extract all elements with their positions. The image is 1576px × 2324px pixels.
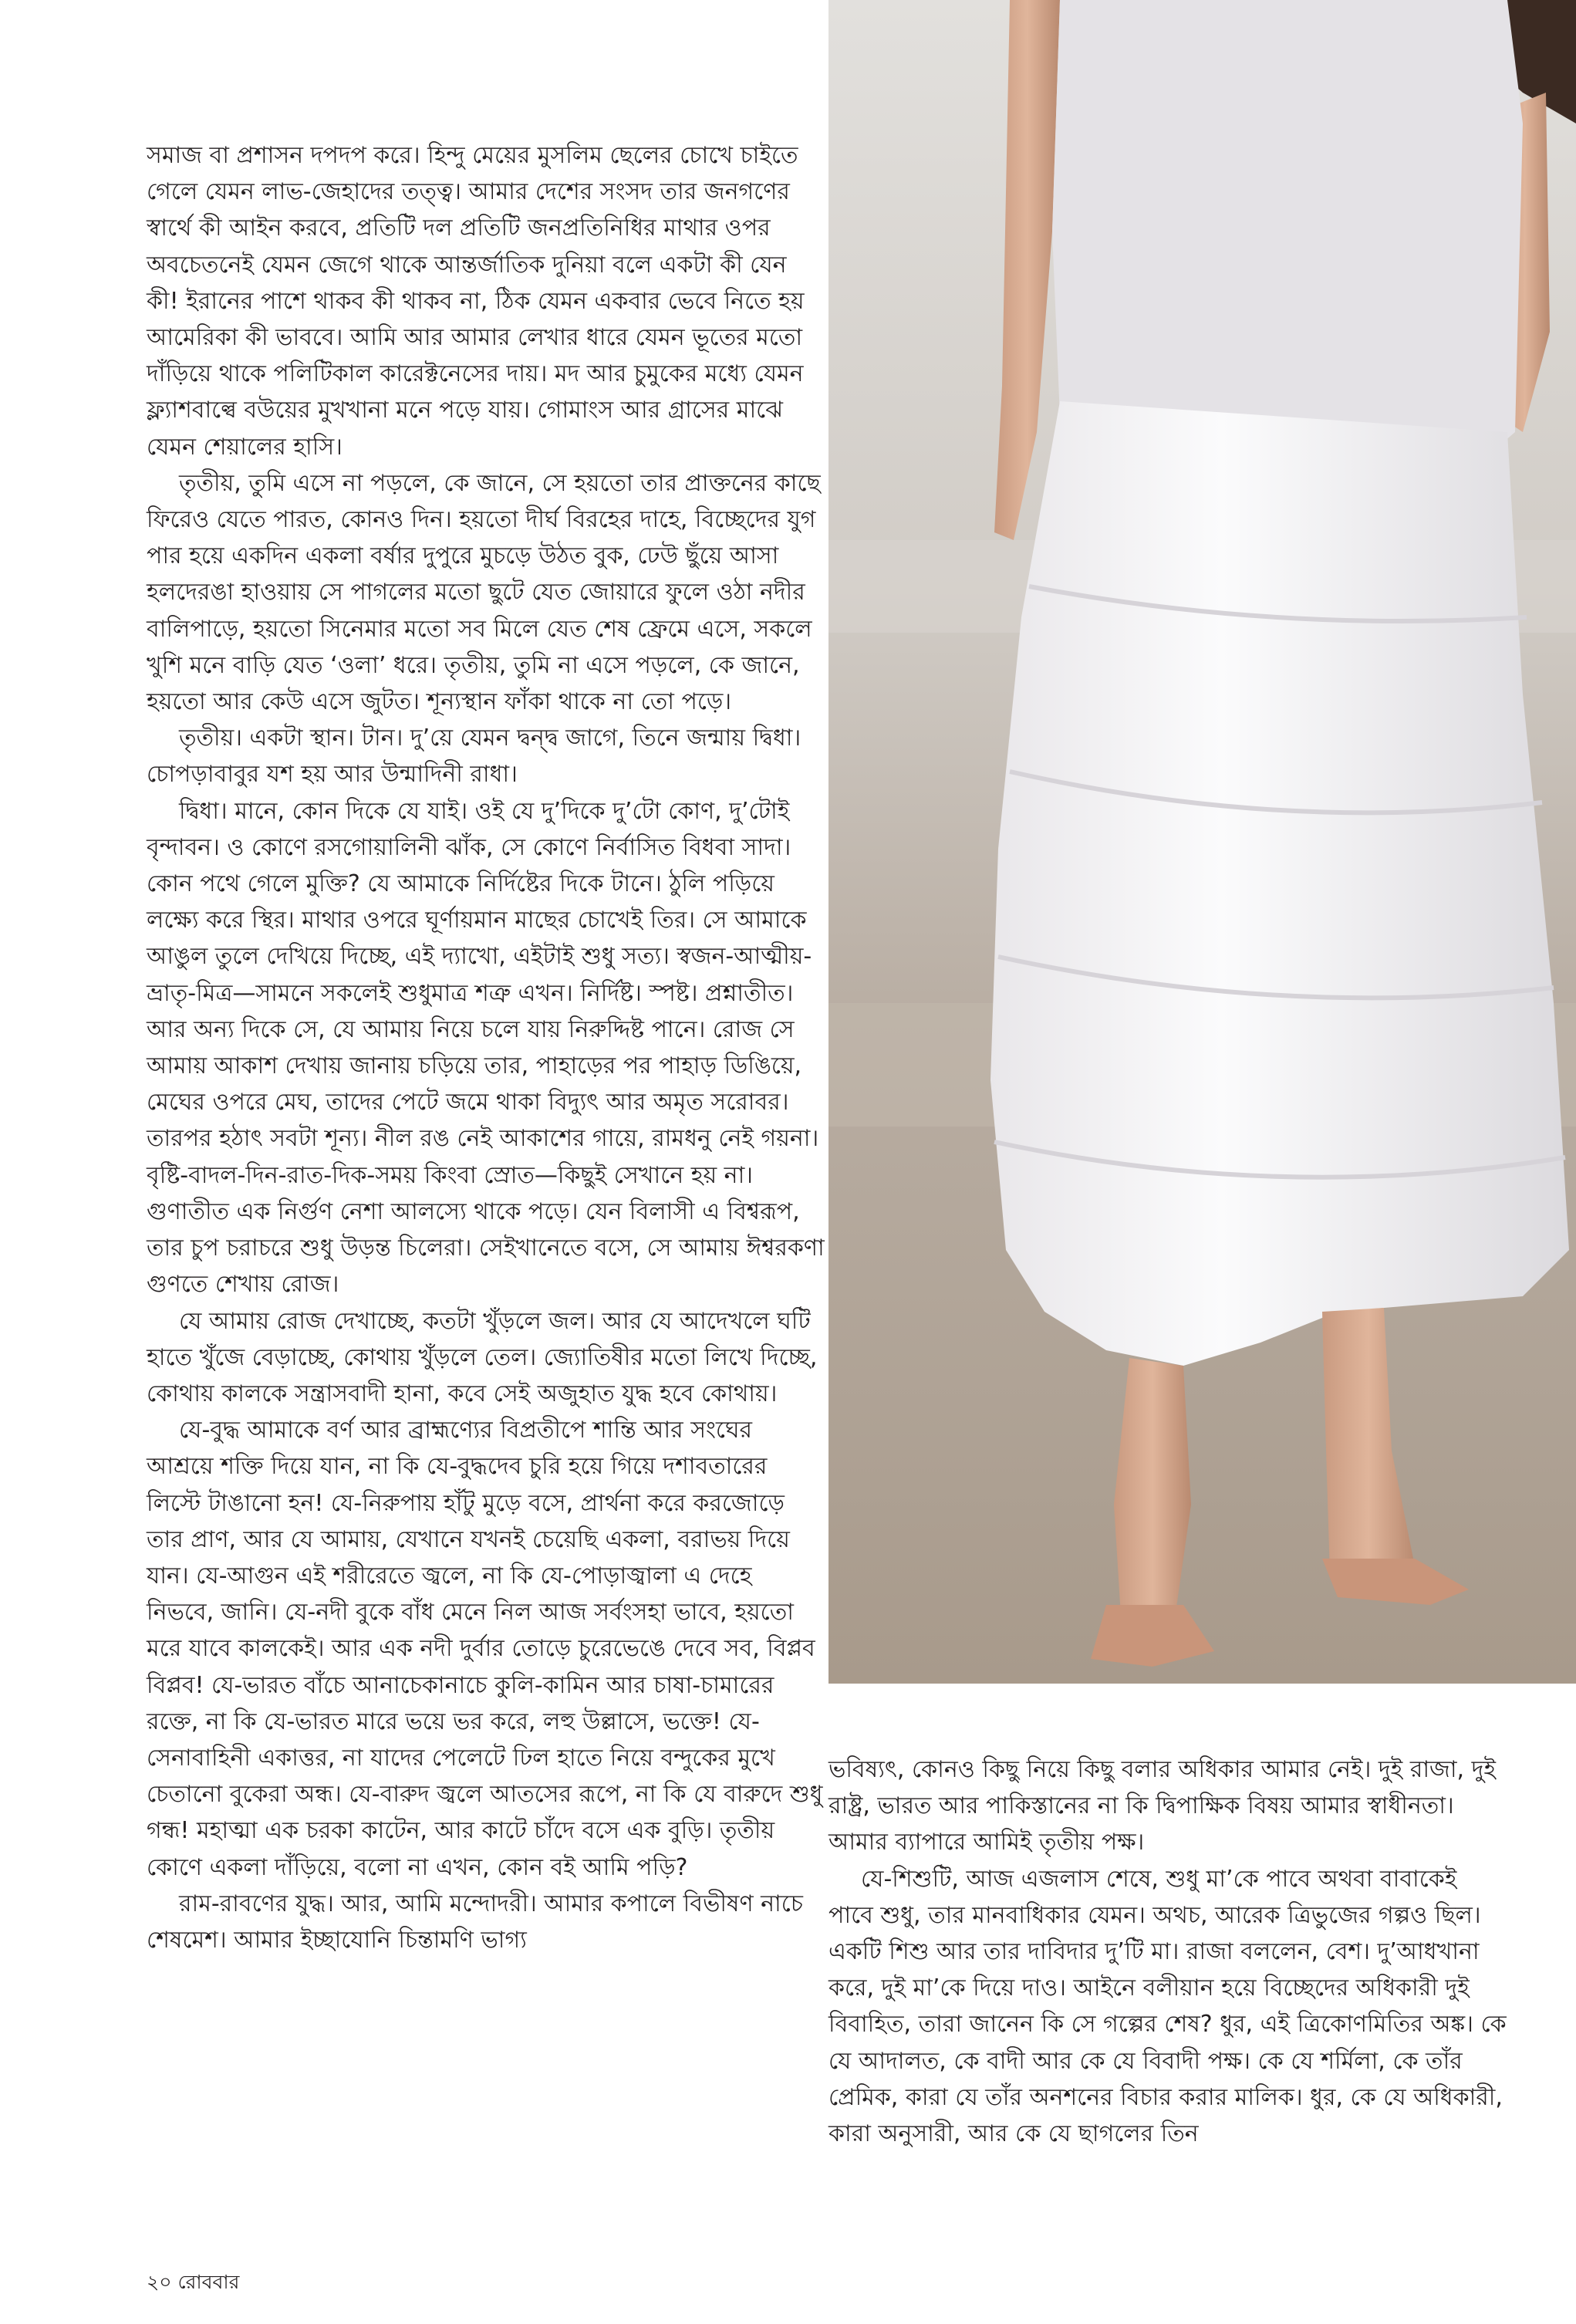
paragraph: ভবিষ্যৎ, কোনও কিছু নিয়ে কিছু বলার অধিকার আমার নেই। দুই রাজা, দুই রাষ্ট্র, ভারত আর পাকিস্তানের না কি দ্বিপাক্ষিক বিষয় আমার স্বাধীনতা। আমার ব্যাপারে আমিই তৃতীয় পক্ষ।: [828, 1756, 1496, 1856]
paragraph: যে আমায় রোজ দেখাচ্ছে, কতটা খুঁড়লে জল। আর যে আদেখলে ঘটি হাতে খুঁজে বেড়াচ্ছে, কোথায় খুঁড়লে তেল। জ্যোতিষীর মতো লিখে দিচ্ছে, কোথায় কালকে সন্ত্রাসবাদী হানা, কবে সেই অজুহাত যুদ্ধ হবে কোথায়।: [147, 1307, 818, 1407]
paragraph: তৃতীয়। একটা স্থান। টান। দু’য়ে যেমন দ্বন্দ্ব জাগে, তিনে জন্মায় দ্বিধা। চোপড়াবাবুর যশ হয় আর উন্মাদিনী রাধা।: [147, 725, 801, 789]
paragraph: দ্বিধা। মানে, কোন দিকে যে যাই। ওই যে দু’দিকে দু’টো কোণ, দু’টোই বৃন্দাবন। ও কোণে রসগোয়ালিনী ঝাঁক, সে কোণে নির্বাসিত বিধবা সাদা। কোন পথে গেলে মুক্তি? যে আমাকে নির্দিষ্টের দিকে টানে। ঠুলি পড়িয়ে লক্ষ্যে করে স্থির। মাথার ওপরে ঘূর্ণায়মান মাছের চোখেই তির। সে আমাকে আঙুল তুলে দেখিয়ে দিচ্ছে, এই দ্যাখো, এইটাই শুধু সত্য। স্বজন-আত্মীয়-ভ্রাতৃ-মিত্র—সামনে সকলেই শুধুমাত্র শত্রু এখন। নির্দিষ্ট। স্পষ্ট। প্রশ্নাতীত। আর অন্য দিকে সে, যে আমায় নিয়ে চলে যায় নিরুদ্দিষ্ট পানে। রোজ সে আমায় আকাশ দেখায় জানায় চড়িয়ে তার, পাহাড়ের পর পাহাড় ডিঙিয়ে, মেঘের ওপরে মেঘ, তাদের পেটে জমে থাকা বিদ্যুৎ আর অমৃত সরোবর। তারপর হঠাৎ সবটা শূন্য। নীল রঙ নেই আকাশের গায়ে, রামধনু নেই গয়না। বৃষ্টি-বাদল-দিন-রাত-দিক-সময় কিংবা স্রোত—কিছুই সেখানে হয় না। গুণাতীত এক নির্গুণ নেশা আলস্যে থাকে পড়ে। যেন বিলাসী এ বিশ্বরূপ, তার চুপ চরাচরে শুধু উড়ন্ত চিলেরা। সেইখানেতে বসে, সে আমায় ঈশ্বরকণা গুণতে শেখায় রোজ।: [147, 797, 825, 1299]
paragraph: যে-শিশুটি, আজ এজলাস শেষে, শুধু মা’কে পাবে অথবা বাবাকেই পাবে শুধু, তার মানবাধিকার যেমন। অথচ, আরেক ত্রিভুজের গল্পও ছিল। একটি শিশু আর তার দাবিদার দু’টি মা। রাজা বললেন, বেশ। দু’আধখানা করে, দুই মা’কে দিয়ে দাও। আইনে বলীয়ান হয়ে বিচ্ছেদের অধিকারী দুই বিবাহিত, তারা জানেন কি সে গল্পের শেষ? ধুর, এই ত্রিকোণমিতির অঙ্ক। কে যে আদালত, কে বাদী আর কে যে বিবাদী পক্ষ। কে যে শর্মিলা, কে তাঁর প্রেমিক, কারা যে তাঁর অনশনের বিচার করার মালিক। ধুর, কে যে অধিকারী, কারা অনুসারী, আর কে যে ছাগলের তিন: [828, 1865, 1507, 2148]
photo-illustration: [828, 0, 1576, 1684]
paragraph: তৃতীয়, তুমি এসে না পড়লে, কে জানে, সে হয়তো তার প্রাক্তনের কাছে ফিরেও যেতে পারত, কোনও দিন। হয়তো দীর্ঘ বিরহের দাহে, বিচ্ছেদের যুগ পার হয়ে একদিন একলা বর্ষার দুপুরে মুচড়ে উঠত বুক, ঢেউ ছুঁয়ে আসা হলদেরঙা হাওয়ায় সে পাগলের মতো ছুটে যেত জোয়ারে ফুলে ওঠা নদীর বালিপাড়ে, হয়তো সিনেমার মতো সব মিলে যেত শেষ ফ্রেমে এসে, সকলে খুশি মনে বাড়ি যেত ‘ওলা’ ধরে। তৃতীয়, তুমি না এসে পড়লে, কে জানে, হয়তো আর কেউ এসে জুটত। শূন্যস্থান ফাঁকা থাকে না তো পড়ে।: [147, 469, 821, 716]
page-folio: ২০ রোববার: [147, 2271, 240, 2293]
left-text-column: [147, 137, 825, 1958]
paragraph: সমাজ বা প্রশাসন দপদপ করে। হিন্দু মেয়ের মুসলিম ছেলের চোখে চাইতে গেলে যেমন লাভ-জেহাদের তত্ত্ব। আমার দেশের সংসদ তার জনগণের স্বার্থে কী আইন করবে, প্রতিটি দল প্রতিটি জনপ্রতিনিধির মাথার ওপর অবচেতনেই যেমন জেগে থাকে আন্তর্জাতিক দুনিয়া বলে একটা কী যেন কী! ইরানের পাশে থাকব কী থাকব না, ঠিক যেমন একবার ভেবে নিতে হয় আমেরিকা কী ভাববে। আমি আর আমার লেখার ধারে যেমন ভূতের মতো দাঁড়িয়ে থাকে পলিটিকাল কারেক্টনেসের দায়। মদ আর চুমুকের মধ্যে যেমন ফ্ল্যাশবাল্বে বউয়ের মুখখানা মনে পড়ে যায়। গোমাংস আর গ্রাসের মাঝে যেমন শেয়ালের হাসি।: [147, 142, 805, 461]
paragraph: রাম-রাবণের যুদ্ধ। আর, আমি মন্দোদরী। আমার কপালে বিভীষণ নাচে শেষমেশ। আমার ইচ্ছাযোনি চিন্তামণি ভাগ্য: [147, 1890, 803, 1954]
paragraph: যে-বুদ্ধ আমাকে বর্ণ আর ব্রাহ্মণ্যের বিপ্রতীপে শান্তি আর সংঘের আশ্রয়ে শক্তি দিয়ে যান, না কি যে-বুদ্ধদেব চুরি হয়ে গিয়ে দশাবতারের লিস্টে টাঙানো হন! যে-নিরুপায় হাঁটু মুড়ে বসে, প্রার্থনা করে করজোড়ে তার প্রাণ, আর যে আমায়, যেখানে যখনই চেয়েছি একলা, বরাভয় দিয়ে যান। যে-আগুন এই শরীরেতে জ্বলে, না কি যে-পোড়াজ্বালা এ দেহে নিভবে, জানি। যে-নদী বুকে বাঁধ মেনে নিল আজ সর্বংসহা ভাবে, হয়তো মরে যাবে কালকেই। আর এক নদী দুর্বার তোড়ে চুরেভেঙে দেবে সব, বিপ্লব বিপ্লব! যে-ভারত বাঁচে আনাচেকানাচে কুলি-কামিন আর চাষা-চামারের রক্তে, না কি যে-ভারত মারে ভয়ে ভর করে, লহু উল্লাসে, ভক্তে! যে-সেনাবাহিনী একাত্তর, না যাদের পেলেটে ঢিল হাতে নিয়ে বন্দুকের মুখে চেতানো বুকেরা অন্ধ। যে-বারুদ জ্বলে আতসের রূপে, না কি যে বারুদে শুধু গন্ধ! মহাত্মা এক চরকা কাটেন, আর কাটে চাঁদে বসে এক বুড়ি। তৃতীয় কোণে একলা দাঁড়িয়ে, বলো না এখন, কোন বই আমি পড়ি?: [147, 1417, 823, 1881]
right-text-column: [828, 1751, 1507, 2152]
photo-woman-white-skirt: [828, 0, 1576, 1684]
